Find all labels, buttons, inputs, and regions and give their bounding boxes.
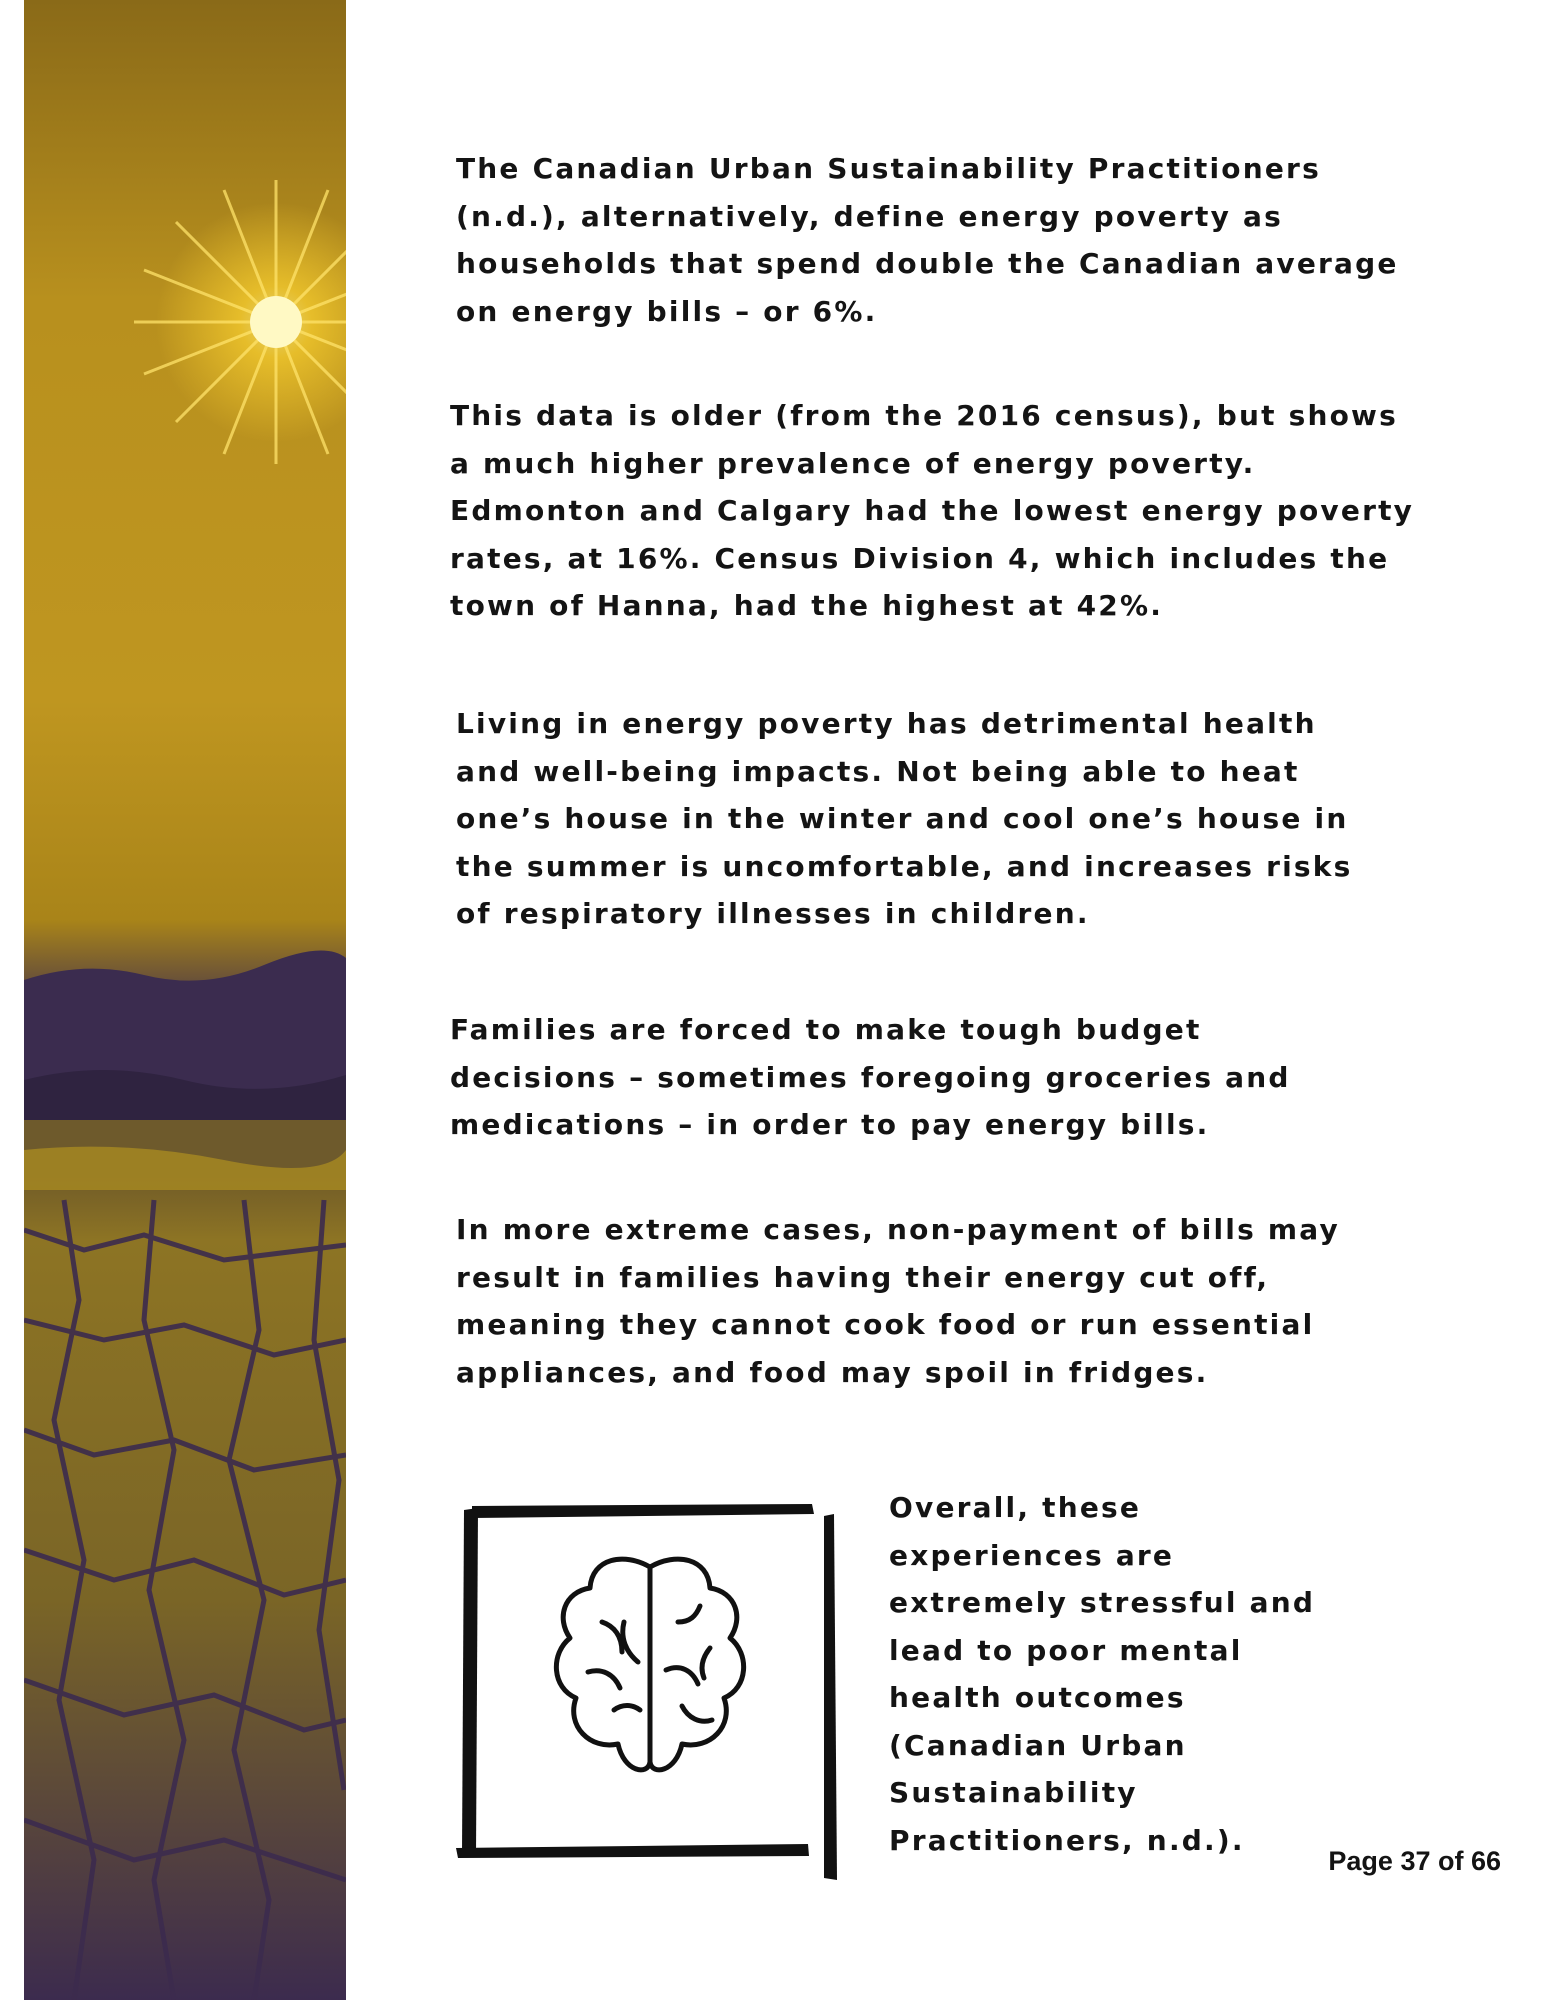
cracked-earth-sunset-image [24, 0, 346, 2000]
paragraph-extreme-cases: In more extreme cases, non-payment of bills may result in families having their energy cut off, meaning they cannot cook food or run essential appliances, and food may spoil in fridges. [456, 1213, 1340, 1389]
paragraph-health-impacts: Living in energy poverty has detrimental health and well-being impacts. Not being able to heat one’s house in the winter and cool one’s house in the summer is uncomfortable, and increases risks of respiratory illnesses in children. [456, 707, 1353, 930]
brush-frame [456, 1504, 837, 1880]
brain-icon-frame [452, 1492, 848, 1882]
paragraph-mental-health: Overall, these experiences are extremely stressful and lead to poor mental health outcomes (Canadian Urban Sustainability Practitioners, n.d.). [889, 1491, 1316, 1857]
brain-icon [556, 1559, 743, 1770]
paragraph-census-data: This data is older (from the 2016 census), but shows a much higher prevalence of energy poverty. Edmonton and Calgary had the lowest energy poverty rates, at 16%. Census Division 4, which includes the town of Hanna, had the highest at 42%. [450, 399, 1415, 622]
paragraph-energy-poverty-definition: The Canadian Urban Sustainability Practitioners (n.d.), alternatively, define energy poverty as households that spend double the Canadian average on energy bills – or 6%. [456, 152, 1399, 328]
paragraph-budget-decisions: Families are forced to make tough budget decisions – sometimes foregoing groceries and medications – in order to pay energy bills. [450, 1013, 1291, 1141]
page-number: Page 37 of 66 [1328, 1846, 1501, 1876]
